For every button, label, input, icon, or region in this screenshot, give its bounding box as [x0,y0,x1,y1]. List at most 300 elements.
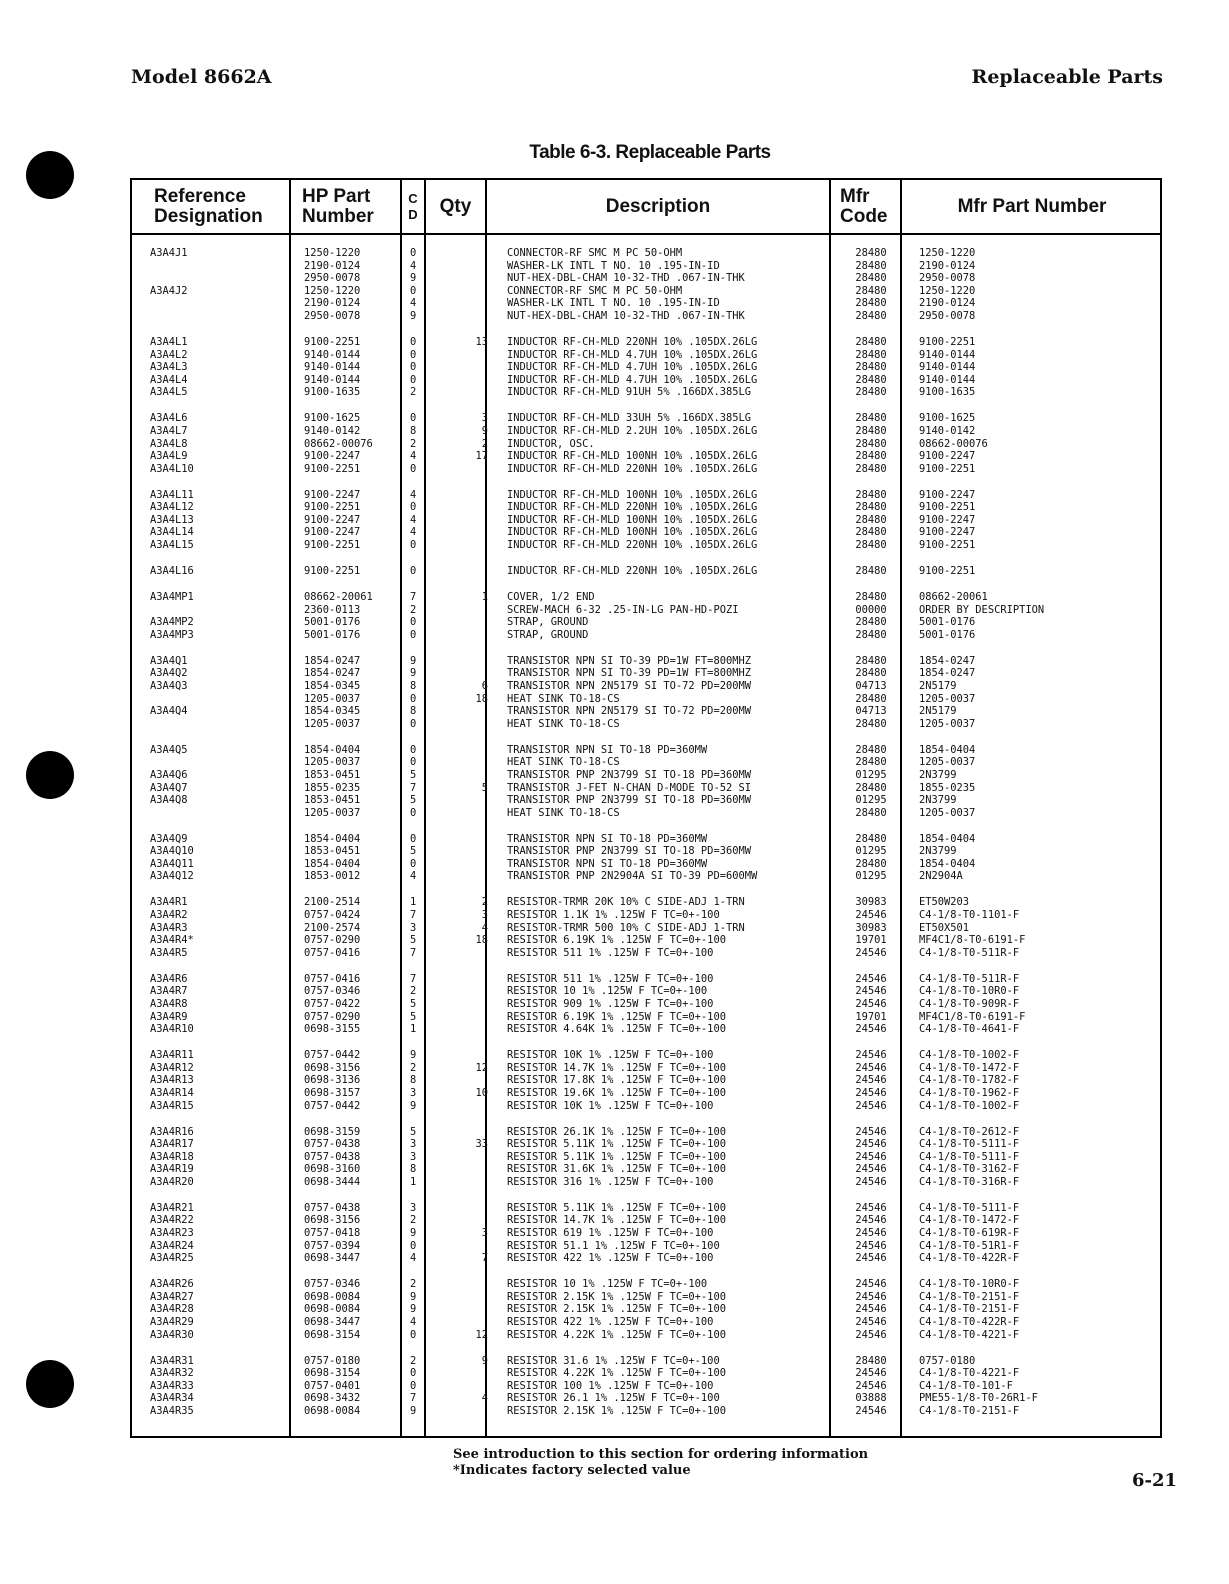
cell-mfr-part-number: MF4C1/8-T0-6191-F [919,934,1026,947]
table-row [132,1011,1162,1024]
cell-check-digit: 2 [410,1354,417,1367]
cell-description: RESISTOR 19.6K 1% .125W F TC=0+-100 [507,1086,726,1099]
cell-check-digit: 0 [410,247,417,259]
cell-mfr-part-number: ET50X501 [919,921,970,934]
cell-reference: A3A4R35 [150,1404,194,1417]
cell-check-digit: 7 [410,909,417,922]
table-row [132,386,1162,399]
cell-reference: A3A4J1 [150,247,188,259]
cell-mfr-part-number: 9100-2247 [919,488,976,501]
table-row [132,870,1162,883]
cell-mfr-code: 24546 [855,1086,887,1099]
cell-reference: A3A4L5 [150,386,188,399]
cell-hp-part-number: 0698-3447 [304,1316,361,1329]
cell-mfr-part-number: 2N5179 [919,705,957,718]
cell-hp-part-number: 0698-0084 [304,1290,361,1303]
row-group [132,412,1162,475]
header-divider [132,233,1160,235]
table-row [132,1329,1162,1342]
cell-check-digit: 4 [410,526,417,539]
cell-hp-part-number: 1854-0404 [304,832,361,845]
cell-hp-part-number: 2360-0113 [304,603,361,616]
cell-mfr-part-number: C4-1/8-T0-1101-F [919,909,1020,922]
cell-reference: A3A4R8 [150,998,188,1010]
cell-mfr-code: 24546 [855,1239,887,1252]
footnote-ordering: See introduction to this section for ordering information [453,1447,869,1462]
cell-mfr-part-number: C4-1/8-T0-51R1-F [919,1239,1020,1252]
cell-check-digit: 5 [410,845,417,858]
cell-mfr-code: 00000 [855,603,887,616]
table-row [132,489,1162,502]
cell-mfr-code: 28480 [855,247,887,259]
cell-check-digit: 2 [410,437,417,450]
cell-reference: A3A4MP2 [150,616,194,629]
model-header: Model 8662A [131,66,272,88]
cell-hp-part-number: 08662-00076 [304,437,373,450]
table-row [132,1227,1162,1240]
cell-mfr-part-number: C4-1/8-T0-316R-F [919,1175,1020,1188]
cell-mfr-code: 24546 [855,1316,887,1329]
cell-mfr-code: 24546 [855,1099,887,1112]
cell-description: HEAT SINK TO-18-CS [507,692,620,705]
cell-mfr-part-number: 9100-2247 [919,513,976,526]
cell-mfr-part-number: 9100-2247 [919,526,976,539]
table-row [132,1405,1162,1418]
table-row [132,438,1162,451]
table-row [132,998,1162,1011]
cell-mfr-part-number: 08662-00076 [919,437,988,450]
cell-description: TRANSISTOR NPN 2N5179 SI TO-72 PD=200MW [507,679,751,692]
cell-reference: A3A4R32 [150,1367,194,1380]
cell-check-digit: 7 [410,972,417,985]
table-row [132,1252,1162,1265]
row-group [132,591,1162,641]
cell-mfr-part-number: 1854-0404 [919,857,976,870]
cell-mfr-part-number: MF4C1/8-T0-6191-F [919,1010,1026,1023]
binder-hole-bottom [26,1360,74,1408]
table-row [132,1074,1162,1087]
cell-hp-part-number: 0698-3444 [304,1175,361,1188]
cell-mfr-part-number: C4-1/8-T0-511R-F [919,972,1020,985]
cell-reference: A3A4L4 [150,373,188,386]
table-row [132,463,1162,476]
table-row [132,947,1162,960]
cell-hp-part-number: 0757-0424 [304,909,361,922]
cell-description: TRANSISTOR PNP 2N3799 SI TO-18 PD=360MW [507,794,751,807]
table-row [132,985,1162,998]
cell-mfr-code: 28480 [855,692,887,705]
cell-mfr-code: 28480 [855,272,887,285]
cell-reference: A3A4R12 [150,1061,194,1074]
cell-mfr-code: 01295 [855,768,887,781]
cell-description: INDUCTOR RF-CH-MLD 220NH 10% .105DX.26LG [507,501,758,514]
table-row [132,260,1162,273]
cell-check-digit: 0 [410,1239,417,1252]
cell-check-digit: 0 [410,717,417,730]
table-row [132,539,1162,552]
cell-reference: A3A4Q9 [150,832,188,845]
cell-description: RESISTOR 2.15K 1% .125W F TC=0+-100 [507,1404,726,1417]
table-row [132,744,1162,757]
cell-hp-part-number: 9140-0144 [304,361,361,374]
cell-mfr-code: 30983 [855,921,887,934]
cell-mfr-code: 28480 [855,488,887,501]
cell-hp-part-number: 1854-0404 [304,857,361,870]
cell-description: RESISTOR 4.22K 1% .125W F TC=0+-100 [507,1367,726,1380]
table-row [132,285,1162,298]
cell-hp-part-number: 2190-0124 [304,297,361,310]
cell-description: INDUCTOR RF-CH-MLD 220NH 10% .105DX.26LG [507,565,758,578]
cell-mfr-part-number: 9140-0144 [919,361,976,374]
cell-description: HEAT SINK TO-18-CS [507,756,620,769]
cell-hp-part-number: 2950-0078 [304,272,361,285]
cell-hp-part-number: 0698-3156 [304,1214,361,1227]
cell-mfr-part-number: 2190-0124 [919,259,976,272]
cell-mfr-part-number: C4-1/8-T0-422R-F [919,1316,1020,1329]
cell-description: RESISTOR 6.19K 1% .125W F TC=0+-100 [507,1010,726,1023]
cell-hp-part-number: 2100-2514 [304,896,361,909]
cell-check-digit: 9 [410,1404,417,1417]
cell-qty: 17 [475,450,488,463]
table-row [132,756,1162,769]
row-group [132,565,1162,578]
cell-mfr-code: 28480 [855,526,887,539]
cell-qty: 10 [475,1086,488,1099]
cell-reference: A3A4R11 [150,1049,194,1062]
cell-mfr-code: 28480 [855,756,887,769]
table-row [132,1100,1162,1113]
cell-mfr-part-number: C4-1/8-T0-5111-F [919,1138,1020,1151]
table-row [132,1202,1162,1215]
cell-mfr-code: 24546 [855,1404,887,1417]
cell-hp-part-number: 2950-0078 [304,309,361,322]
binder-hole-middle [26,751,74,799]
table-row [132,1291,1162,1304]
table-row [132,1240,1162,1253]
cell-mfr-code: 19701 [855,934,887,947]
cell-mfr-part-number: 1205-0037 [919,806,976,819]
cell-description: TRANSISTOR PNP 2N3799 SI TO-18 PD=360MW [507,845,751,858]
cell-hp-part-number: 1854-0345 [304,705,361,718]
cell-hp-part-number: 0757-0418 [304,1227,361,1240]
table-row [132,349,1162,362]
table-row [132,769,1162,782]
cell-mfr-part-number: C4-1/8-T0-511R-F [919,946,1020,959]
cell-hp-part-number: 0757-0438 [304,1201,361,1214]
cell-mfr-code: 24546 [855,1074,887,1087]
table-title: Table 6-3. Replaceable Parts [529,142,771,163]
cell-hp-part-number: 9140-0142 [304,424,361,437]
cell-description: RESISTOR 5.11K 1% .125W F TC=0+-100 [507,1138,726,1151]
cell-reference: A3A4R6 [150,972,188,985]
cell-hp-part-number: 9100-2251 [304,501,361,514]
cell-mfr-part-number: 9100-1625 [919,412,976,425]
cell-reference: A3A4R7 [150,985,188,998]
cell-hp-part-number: 9100-2251 [304,335,361,348]
cell-hp-part-number: 1854-0345 [304,679,361,692]
cell-mfr-part-number: 2N3799 [919,845,957,858]
table-row [132,501,1162,514]
cell-hp-part-number: 08662-20061 [304,591,373,604]
table-row [132,361,1162,374]
table-row [132,1138,1162,1151]
cell-reference: A3A4R20 [150,1175,194,1188]
cell-hp-part-number: 0757-0401 [304,1379,361,1392]
cell-qty: 6 [481,679,488,692]
cell-reference: A3A4R9 [150,1010,188,1023]
table-row [132,310,1162,323]
row-group [132,336,1162,399]
cell-description: INDUCTOR, OSC. [507,437,595,450]
table-row [132,1214,1162,1227]
cell-description: HEAT SINK TO-18-CS [507,717,620,730]
cell-check-digit: 4 [410,1316,417,1329]
cell-reference: A3A4J2 [150,284,188,297]
cell-mfr-part-number: 08662-20061 [919,591,988,604]
cell-qty: 9 [481,1354,488,1367]
cell-mfr-code: 28480 [855,424,887,437]
cell-reference: A3A4R13 [150,1074,194,1087]
cell-description: NUT-HEX-DBL-CHAM 10-32-THD .067-IN-THK [507,309,745,322]
table-row [132,1380,1162,1393]
cell-check-digit: 0 [410,348,417,361]
cell-description: RESISTOR 10K 1% .125W F TC=0+-100 [507,1049,714,1062]
cell-description: SCREW-MACH 6-32 .25-IN-LG PAN-HD-POZI [507,603,739,616]
table-row [132,1126,1162,1139]
cell-mfr-part-number: 1854-0404 [919,743,976,756]
cell-check-digit: 0 [410,628,417,641]
cell-mfr-code: 24546 [855,1150,887,1163]
cell-check-digit: 8 [410,1074,417,1087]
cell-reference: A3A4R27 [150,1290,194,1303]
cell-mfr-code: 24546 [855,1023,887,1036]
cell-mfr-code: 24546 [855,1125,887,1138]
cell-mfr-part-number: ET50W203 [919,896,970,909]
cell-qty: 4 [481,1392,488,1405]
cell-check-digit: 0 [410,756,417,769]
table-row [132,374,1162,387]
cell-check-digit: 4 [410,297,417,310]
cell-check-digit: 0 [410,1379,417,1392]
table-row [132,896,1162,909]
cell-mfr-code: 24546 [855,1252,887,1265]
cell-hp-part-number: 1205-0037 [304,756,361,769]
cell-hp-part-number: 1250-1220 [304,247,361,259]
cell-qty: 3 [481,412,488,425]
table-row [132,1023,1162,1036]
cell-reference: A3A4L14 [150,526,194,539]
cell-hp-part-number: 0698-3447 [304,1252,361,1265]
cell-mfr-code: 28480 [855,667,887,680]
table-row [132,450,1162,463]
cell-check-digit: 0 [410,857,417,870]
cell-mfr-code: 28480 [855,501,887,514]
cell-reference: A3A4L15 [150,539,194,552]
table-row [132,667,1162,680]
cell-qty: 9 [481,424,488,437]
cell-mfr-part-number: 1854-0247 [919,654,976,667]
table-row [132,680,1162,693]
cell-reference: A3A4R24 [150,1239,194,1252]
cell-check-digit: 5 [410,1125,417,1138]
cell-mfr-code: 24546 [855,1379,887,1392]
cell-reference: A3A4R15 [150,1099,194,1112]
row-group [132,1049,1162,1112]
cell-mfr-code: 28480 [855,806,887,819]
cell-mfr-part-number: 9100-2251 [919,335,976,348]
cell-description: RESISTOR 10K 1% .125W F TC=0+-100 [507,1099,714,1112]
table-row [132,794,1162,807]
cell-mfr-part-number: 2950-0078 [919,272,976,285]
cell-check-digit: 1 [410,896,417,909]
cell-hp-part-number: 0698-3160 [304,1163,361,1176]
cell-qty: 4 [481,921,488,934]
cell-hp-part-number: 0698-3159 [304,1125,361,1138]
cell-mfr-code: 24546 [855,1175,887,1188]
cell-hp-part-number: 1205-0037 [304,692,361,705]
cell-check-digit: 2 [410,386,417,399]
cell-reference: A3A4Q10 [150,845,194,858]
cell-check-digit: 7 [410,591,417,604]
cell-qty: 2 [481,896,488,909]
row-group [132,247,1162,323]
cell-qty: 13 [475,335,488,348]
cell-description: WASHER-LK INTL T NO. 10 .195-IN-ID [507,259,720,272]
cell-reference: A3A4MP3 [150,628,194,641]
table-row [132,1151,1162,1164]
cell-mfr-part-number: C4-1/8-T0-909R-F [919,998,1020,1010]
cell-reference: A3A4R22 [150,1214,194,1227]
table-row [132,858,1162,871]
cell-reference: A3A4L8 [150,437,188,450]
cell-mfr-code: 28480 [855,462,887,475]
cell-hp-part-number: 0698-3154 [304,1328,361,1341]
cell-mfr-part-number: 1854-0404 [919,832,976,845]
cell-mfr-code: 28480 [855,348,887,361]
cell-description: RESISTOR 4.22K 1% .125W F TC=0+-100 [507,1328,726,1341]
cell-hp-part-number: 0757-0438 [304,1150,361,1163]
row-group [132,896,1162,959]
cell-description: INDUCTOR RF-CH-MLD 100NH 10% .105DX.26LG [507,488,758,501]
parts-table [130,178,1162,1438]
table-row [132,565,1162,578]
table-row [132,655,1162,668]
table-row [132,297,1162,310]
cell-qty: 12 [475,1328,488,1341]
cell-description: RESISTOR 511 1% .125W F TC=0+-100 [507,946,714,959]
table-row [132,629,1162,642]
cell-reference: A3A4R23 [150,1227,194,1240]
cell-mfr-code: 28480 [855,284,887,297]
cell-check-digit: 2 [410,1214,417,1227]
cell-qty: 5 [481,781,488,794]
cell-description: TRANSISTOR J-FET N-CHAN D-MODE TO-52 SI [507,781,751,794]
cell-reference: A3A4Q3 [150,679,188,692]
cell-hp-part-number: 9100-2251 [304,565,361,578]
table-row [132,782,1162,795]
cell-check-digit: 0 [410,501,417,514]
cell-hp-part-number: 9140-0144 [304,373,361,386]
cell-mfr-code: 28480 [855,335,887,348]
cell-check-digit: 8 [410,424,417,437]
cell-mfr-part-number: C4-1/8-T0-1962-F [919,1086,1020,1099]
col-header-mfr-code: Mfr Code [840,185,888,227]
cell-hp-part-number: 0757-0416 [304,972,361,985]
cell-reference: A3A4L2 [150,348,188,361]
cell-hp-part-number: 0757-0422 [304,998,361,1010]
cell-reference: A3A4L10 [150,462,194,475]
cell-hp-part-number: 9100-2251 [304,462,361,475]
cell-qty: 2 [481,437,488,450]
cell-mfr-part-number: 9100-2251 [919,501,976,514]
cell-hp-part-number: 0757-0394 [304,1239,361,1252]
cell-mfr-code: 24546 [855,1227,887,1240]
cell-description: TRANSISTOR NPN SI TO-18 PD=360MW [507,743,708,756]
cell-mfr-code: 24546 [855,909,887,922]
cell-description: RESISTOR 14.7K 1% .125W F TC=0+-100 [507,1214,726,1227]
row-group [132,1278,1162,1341]
cell-qty: 18 [475,692,488,705]
cell-reference: A3A4R21 [150,1201,194,1214]
row-group [132,744,1162,820]
cell-reference: A3A4Q1 [150,654,188,667]
cell-hp-part-number: 9100-2251 [304,539,361,552]
cell-description: TRANSISTOR NPN SI TO-39 PD=1W FT=800MHZ [507,667,751,680]
cell-mfr-code: 03888 [855,1392,887,1405]
cell-description: RESISTOR 316 1% .125W F TC=0+-100 [507,1175,714,1188]
cell-hp-part-number: 0698-3136 [304,1074,361,1087]
cell-mfr-code: 28480 [855,539,887,552]
cell-hp-part-number: 1854-0404 [304,743,361,756]
cell-mfr-code: 28480 [855,565,887,578]
cell-check-digit: 0 [410,616,417,629]
cell-mfr-part-number: 2190-0124 [919,297,976,310]
cell-mfr-part-number: 5001-0176 [919,616,976,629]
cell-qty: 7 [481,1252,488,1265]
col-header-hp-part: HP Part Number [302,185,374,227]
cell-qty: 3 [481,1227,488,1240]
cell-mfr-code: 28480 [855,361,887,374]
cell-mfr-code: 04713 [855,679,887,692]
cell-description: STRAP, GROUND [507,628,589,641]
cell-mfr-code: 28480 [855,616,887,629]
cell-description: INDUCTOR RF-CH-MLD 91UH 5% .166DX.385LG [507,386,751,399]
cell-mfr-part-number: C4-1/8-T0-1782-F [919,1074,1020,1087]
cell-check-digit: 7 [410,946,417,959]
cell-mfr-code: 24546 [855,1290,887,1303]
table-row [132,1087,1162,1100]
col-header-reference: Reference Designation [154,185,263,227]
cell-description: RESISTOR 511 1% .125W F TC=0+-100 [507,972,714,985]
cell-description: NUT-HEX-DBL-CHAM 10-32-THD .067-IN-THK [507,272,745,285]
cell-check-digit: 3 [410,1201,417,1214]
row-group [132,973,1162,1036]
table-row [132,526,1162,539]
cell-description: RESISTOR 2.15K 1% .125W F TC=0+-100 [507,1290,726,1303]
table-row [132,1049,1162,1062]
cell-hp-part-number: 1854-0247 [304,667,361,680]
cell-mfr-code: 28480 [855,781,887,794]
cell-hp-part-number: 9100-2247 [304,513,361,526]
cell-mfr-code: 24546 [855,1201,887,1214]
cell-check-digit: 0 [410,1328,417,1341]
cell-hp-part-number: 1853-0451 [304,794,361,807]
table-row [132,1163,1162,1176]
cell-mfr-part-number: 9100-2251 [919,565,976,578]
cell-hp-part-number: 9100-2247 [304,526,361,539]
cell-check-digit: 4 [410,1252,417,1265]
cell-reference: A3A4R34 [150,1392,194,1405]
